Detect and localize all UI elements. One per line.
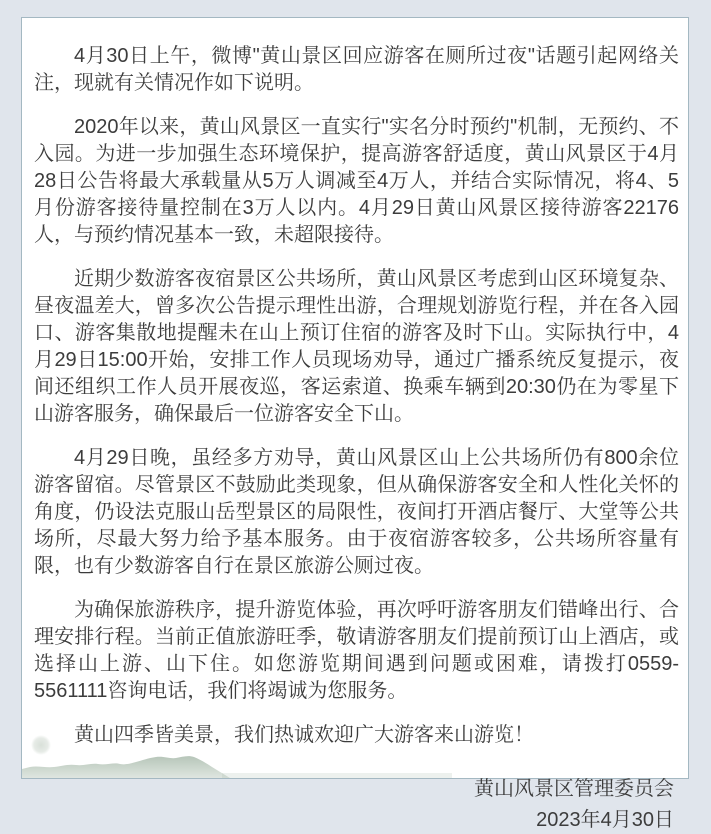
signature-organization: 黄山风景区管理委员会 bbox=[474, 778, 674, 800]
signature-date: 2023年4月30日 bbox=[536, 809, 674, 831]
paragraph-welcome: 黄山四季皆美景，我们热诚欢迎广大游客来山游览！ bbox=[74, 724, 534, 746]
paragraph-night-measures: 近期少数游客夜宿景区公共场所，黄山风景区考虑到山区环境复杂、昼夜温差大，曾多次公告提示理性出游，合理规划游览行程，并在各入园口、游客集散地提醒未在山上预订住宿的游客及时下山。实际执行中，4月29日15:00开始，安排工作人员现场劝导，通过广播系统反复提示，夜间还组织工作人员开展夜巡，客运索道、换乘车辆到20:30仍在为零星下山游客服务，确保最后一位游客安全下山。 bbox=[34, 268, 679, 425]
paragraph-advice-hotline: 为确保旅游秩序，提升游览体验，再次呼吁游客朋友们错峰出行、合理安排行程。当前正值旅游旺季，敬请游客朋友们提前预订山上酒店，或选择山上游、山下住。如您游览期间遇到问题或困难，请拨打0559-5561111咨询电话，我们将竭诚为您服务。 bbox=[34, 599, 679, 702]
paragraph-intro: 4月30日上午，微博"黄山景区回应游客在厕所过夜"话题引起网络关注，现就有关情况作如下说明。 bbox=[34, 45, 679, 94]
paragraph-overnight-visitors: 4月29日晚，虽经多方劝导，黄山风景区山上公共场所仍有800余位游客留宿。尽管景区不鼓励此类现象，但从确保游客安全和人性化关怀的角度，仍设法克服山岳型景区的局限性，夜间打开酒店餐厅、大堂等公共场所，尽最大努力给予基本服务。由于夜宿游客较多，公共场所容量有限，也有少数游客自行在景区旅游公厕过夜。 bbox=[34, 447, 679, 577]
announcement-card bbox=[21, 17, 689, 831]
paragraph-reservation-policy: 2020年以来，黄山风景区一直实行"实名分时预约"机制，无预约、不入园。为进一步加强生态环境保护，提高游客舒适度，黄山风景区于4月28日公告将最大承载量从5万人调减至4万人，并结合实际情况，将4、5月份游客接待量控制在3万人以内。4月29日黄山风景区接待游客22176人，与预约情况基本一致，未超限接待。 bbox=[34, 116, 679, 246]
announcement-body bbox=[22, 18, 688, 834]
signature-block bbox=[34, 775, 679, 834]
